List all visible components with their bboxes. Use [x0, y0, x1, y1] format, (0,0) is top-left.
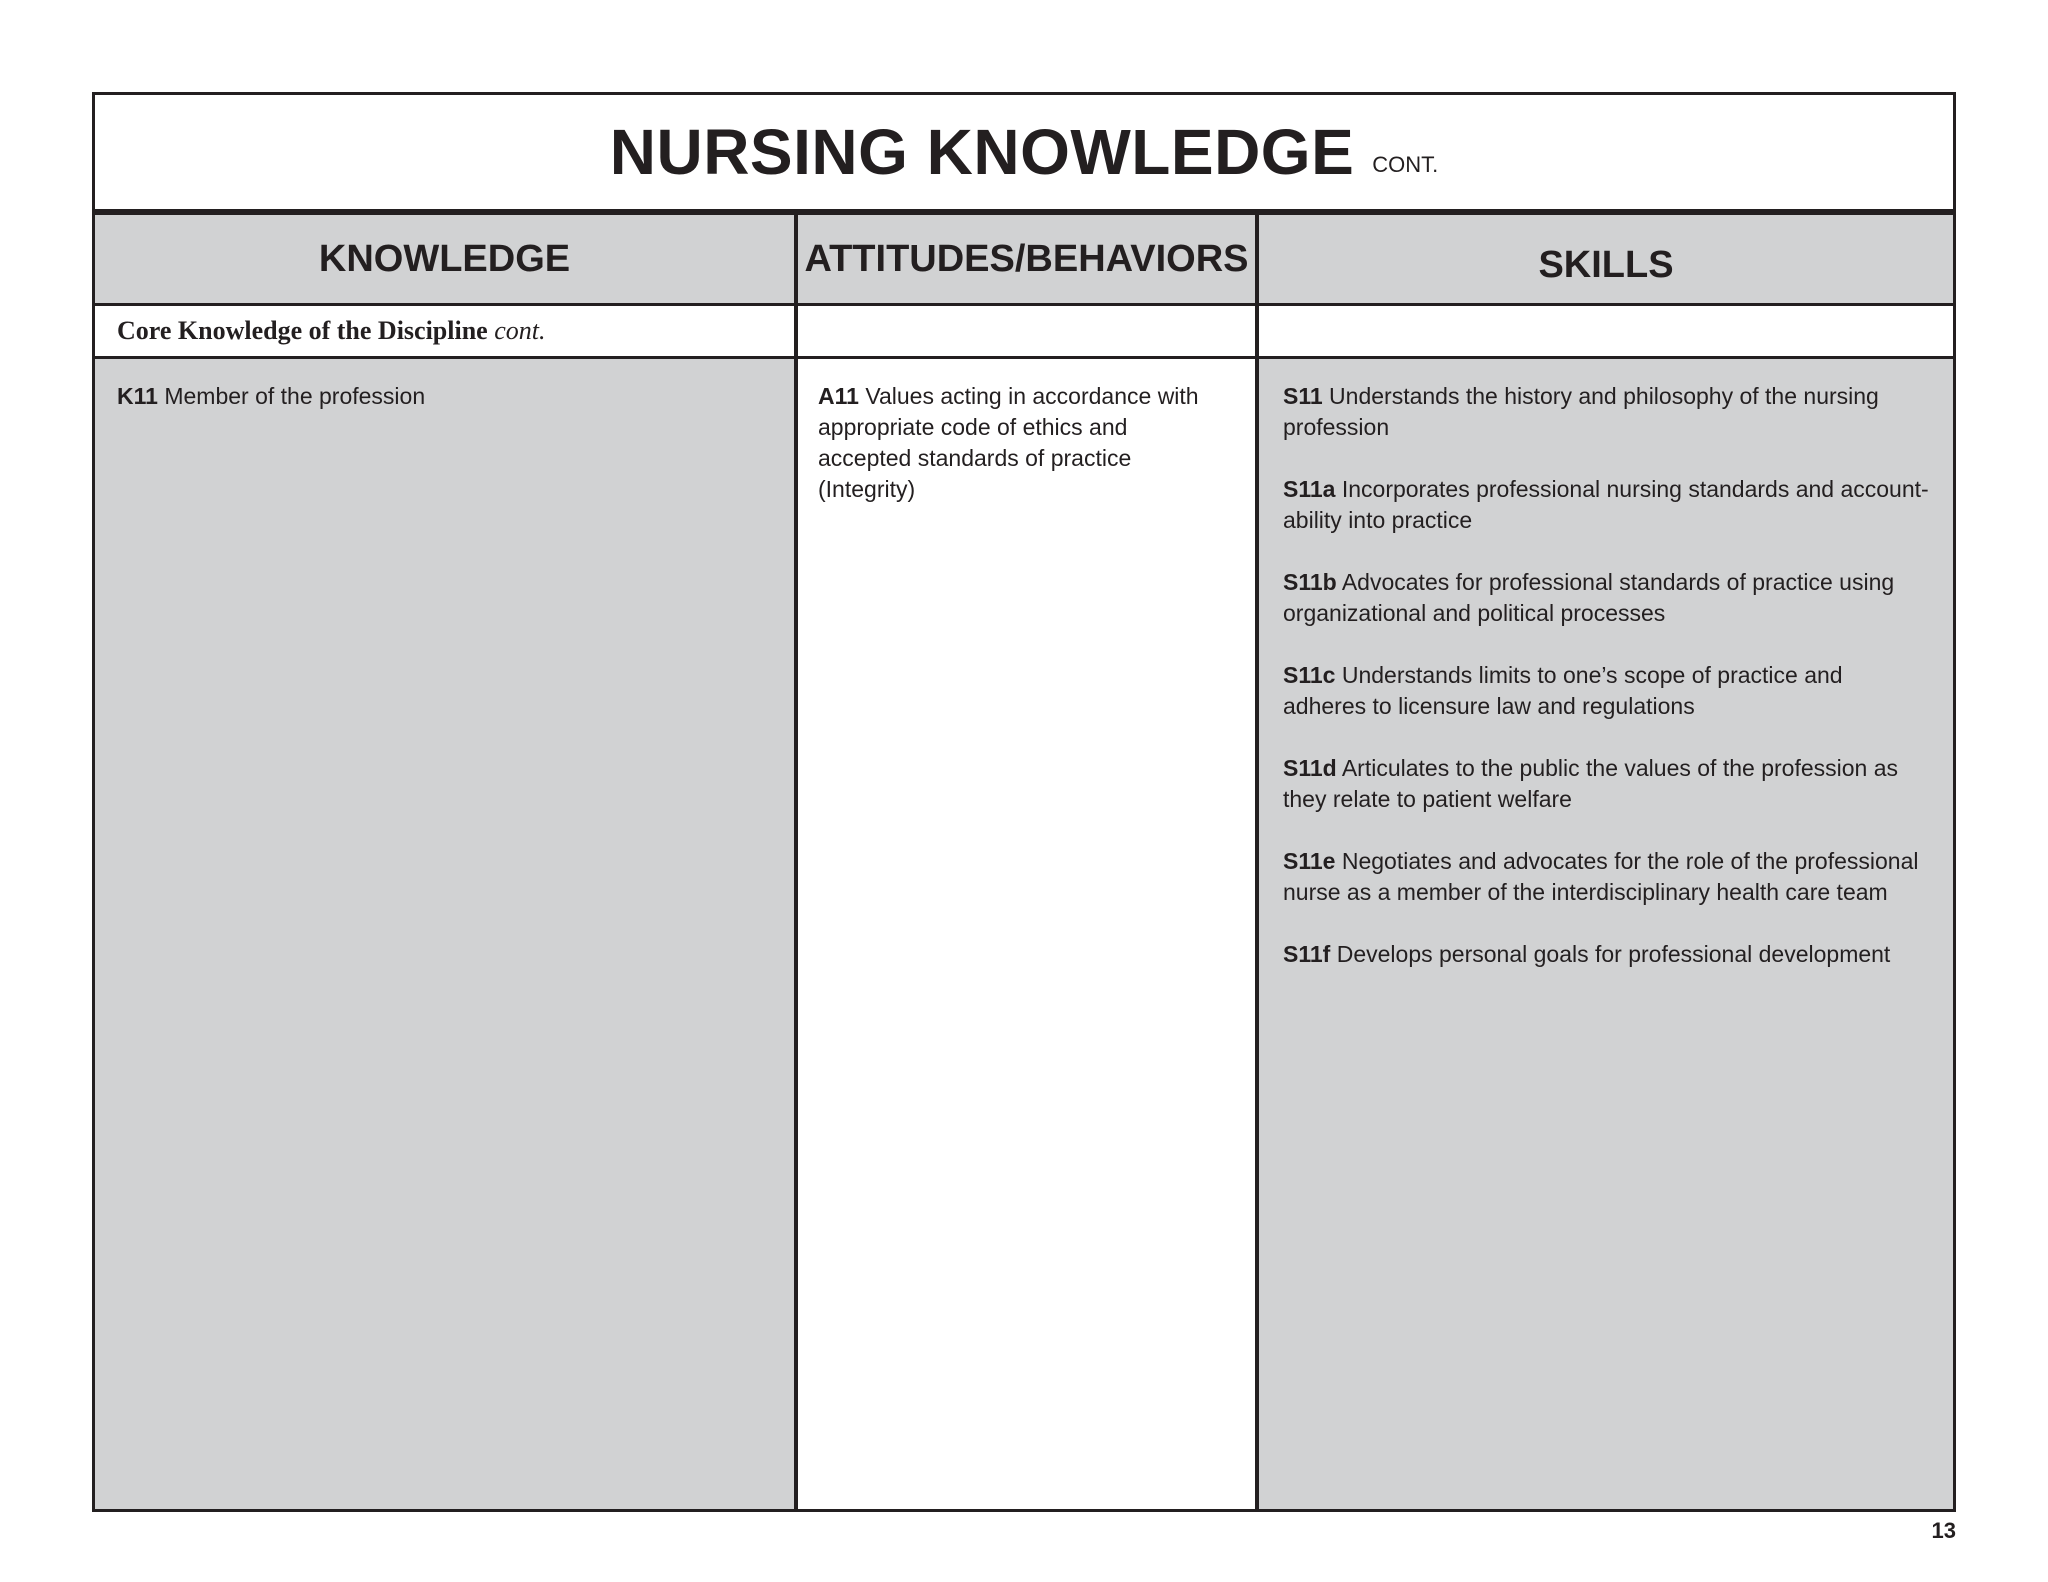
- header-knowledge-label: KNOWLEDGE: [318, 237, 571, 280]
- section-row-attitudes-empty: [798, 306, 1255, 356]
- knowledge-item: [117, 381, 772, 412]
- attitudes-cell: [798, 359, 1255, 1509]
- skill-item-code: S11b: [1283, 569, 1337, 595]
- skill-item: [1283, 381, 1931, 443]
- page-title: [95, 95, 1953, 209]
- skill-item-text: Negotiates and advocates for the role of the professional nurse as a member of the interdisciplinary health care team: [1283, 848, 1919, 905]
- section-row-skills-empty: [1259, 306, 1953, 356]
- page-title-main: NURSING KNOWLEDGE: [609, 116, 1355, 188]
- skill-item-text: Incorporates professional nursing standards and account-ability into practice: [1283, 476, 1929, 533]
- header-attitudes-label: ATTITUDES/BEHAVIORS: [804, 237, 1249, 280]
- knowledge-item-text: Member of the profession: [164, 383, 426, 409]
- section-row: [95, 306, 794, 356]
- header-skills-label: SKILLS: [1538, 243, 1674, 286]
- skill-item-text: Understands limits to one’s scope of practice and adheres to licensure law and regulations: [1283, 662, 1843, 719]
- skill-item-text: Articulates to the public the values of the profession as they relate to patient welfare: [1283, 755, 1898, 812]
- table-grid: [95, 215, 1953, 1509]
- skill-item: [1283, 660, 1931, 722]
- page-number: 13: [1931, 1518, 1956, 1543]
- skill-item: [1283, 753, 1931, 815]
- skill-item: [1283, 567, 1931, 629]
- skill-item-code: S11: [1283, 383, 1323, 409]
- skills-cell: [1259, 359, 1953, 1509]
- skill-item-text: Develops personal goals for professional development: [1336, 941, 1891, 967]
- page-title-sub: CONT.: [1372, 152, 1439, 177]
- row-divider-1: [95, 303, 1953, 306]
- skill-item: [1283, 474, 1931, 536]
- knowledge-item-code: K11: [117, 383, 158, 409]
- header-attitudes: [798, 215, 1255, 303]
- column-divider-2: [1255, 215, 1259, 1509]
- header-knowledge: [95, 215, 794, 303]
- skill-item: [1283, 939, 1931, 970]
- skill-item: [1283, 846, 1931, 908]
- skill-item-code: S11e: [1283, 848, 1336, 874]
- attitude-item-text: Values acting in accordance with appropriate code of ethics and accepted standards of practice (Integrity): [818, 383, 1199, 502]
- row-divider-2: [95, 356, 1953, 359]
- skill-item-text: Understands the history and philosophy of the nursing profession: [1283, 383, 1879, 440]
- skill-item-text: Advocates for professional standards of practice using organizational and political processes: [1283, 569, 1895, 626]
- competency-table: [92, 92, 1956, 1512]
- knowledge-cell: [95, 359, 794, 1509]
- skill-item-code: S11c: [1283, 662, 1336, 688]
- skill-item-code: S11a: [1283, 476, 1336, 502]
- section-label: Core Knowledge of the Discipline: [117, 316, 488, 345]
- skill-item-code: S11f: [1283, 941, 1331, 967]
- attitude-item: [818, 381, 1215, 505]
- attitude-item-code: A11: [818, 383, 859, 409]
- skill-item-code: S11d: [1283, 755, 1337, 781]
- section-label-suffix: cont.: [494, 316, 546, 345]
- column-divider-1: [794, 215, 798, 1509]
- header-skills: [1259, 215, 1953, 303]
